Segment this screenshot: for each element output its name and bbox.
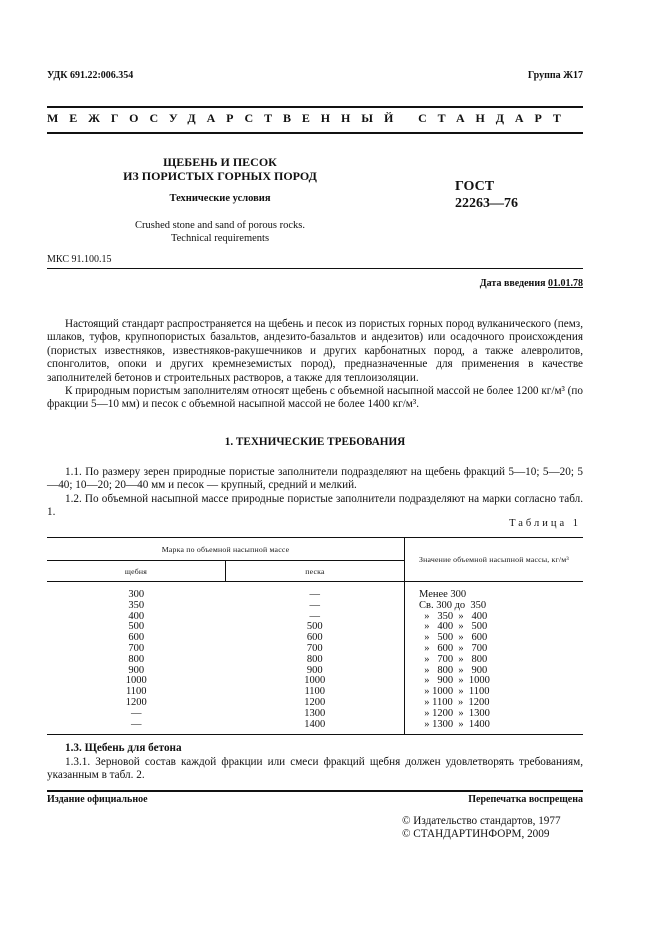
title-line-2: ИЗ ПОРИСТЫХ ГОРНЫХ ПОРОД: [123, 169, 317, 183]
cell-gravel-grade: 1200: [125, 696, 147, 708]
gost-number: 22263—76: [455, 196, 518, 211]
official-edition-note: Издание официальное: [47, 794, 148, 805]
cell-bulk-density-range: » 1200 » 1300: [405, 709, 584, 720]
cell-sand-grade: 1100: [304, 686, 326, 698]
cell-gravel-grade: 1100: [125, 686, 147, 698]
cell-bulk-density-range: » 500 » 600: [405, 633, 584, 644]
intro-date: [480, 278, 583, 289]
cell-sand-grade: 1000: [304, 675, 326, 687]
cell-gravel-grade: —: [47, 720, 226, 735]
english-title: [95, 219, 345, 245]
copyright-block: [402, 815, 561, 841]
intro-paragraph-2: К природным пористым заполнителям относят щебень с объемной насыпной массой не более 1200 кг/м³ (по фракции 5—10 мм) и песок с объемной насыпной массой не более 1400 кг/м³.: [47, 385, 583, 411]
table-row: [47, 582, 583, 601]
udk-code: УДК 691.22:006.354: [47, 70, 134, 81]
cell-sand-grade: —: [309, 610, 320, 622]
cell-bulk-density-range: » 900 » 1000: [405, 676, 584, 687]
table-body: [47, 582, 583, 735]
cell-gravel-grade: 1000: [125, 675, 147, 687]
subsection-heading: 1.3. Щебень для бетона: [65, 742, 182, 754]
mks-code: МКС 91.100.15: [47, 254, 112, 265]
header-sand: песка: [226, 561, 405, 582]
section-heading: 1. ТЕХНИЧЕСКИЕ ТРЕБОВАНИЯ: [224, 436, 406, 448]
table-row: [47, 720, 583, 735]
header-bulk-density-value: Значение объемной насыпной массы, кг/м³: [405, 538, 584, 582]
cell-sand-grade: 600: [306, 632, 323, 644]
group-code: Группа Ж17: [527, 70, 583, 81]
intro-paragraph-1: Настоящий стандарт распространяется на щебень и песок из пористых горных пород вулканического (пемз, шлаков, туфов, крупнопористых базальтов, андезито-базальтов и андезитов) или осадочного происхождения (пористых известняков, известняков-ракушечников и других карбонатных пород, а также алевролитов, спонголитов, опоки и других кремнеземистых пород), предназначенные для применения в качестве заполнителей бетонов и строительных растворов, а также для теплоизоляции.: [47, 318, 583, 384]
cell-bulk-density-range: Менее 300: [405, 582, 584, 601]
cell-gravel-grade: 350: [128, 599, 145, 611]
reprint-notice: Перепечатка воспрещена: [468, 794, 583, 805]
cell-bulk-density-range: » 600 » 700: [405, 644, 584, 655]
cell-gravel-grade: 700: [128, 642, 145, 654]
title-line-1: ЩЕБЕНЬ И ПЕСОК: [163, 155, 277, 169]
intro-date-value: 01.01.78: [548, 278, 583, 289]
cell-sand-grade: 1200: [304, 696, 326, 708]
document-title: [95, 155, 345, 183]
document-subtitle: Технические условия: [169, 193, 271, 204]
cell-gravel-grade: —: [131, 707, 142, 719]
intro-text: [47, 318, 583, 412]
cell-bulk-density-range: » 350 » 400: [405, 612, 584, 623]
cell-bulk-density-range: » 800 » 900: [405, 666, 584, 677]
cell-gravel-grade: 300: [128, 589, 145, 600]
banner-rule: [47, 132, 583, 134]
header-grade-group: Марка по объемной насыпной массе: [47, 538, 405, 561]
clause-1-3-1: 1.3.1. Зерновой состав каждой фракции или смеси фракций щебня должен удовлетворять требованиям, указанным в табл. 2.: [47, 756, 583, 782]
clause-1-1: 1.1. По размеру зерен природные пористые заполнители подразделяют на щебень фракций 5—10; 5—20; 5—40; 10—20; 20—40 мм и песок — крупный, средний и мелкий.: [47, 466, 583, 492]
cell-sand-grade: 1400: [226, 720, 405, 735]
gost-label: ГОСТ: [455, 179, 495, 194]
cell-gravel-grade: 600: [128, 632, 145, 644]
cell-sand-grade: 800: [306, 653, 323, 665]
table-row: [47, 709, 583, 720]
cell-bulk-density-range: » 1000 » 1100: [405, 687, 584, 698]
cell-gravel-grade: 500: [128, 621, 145, 633]
english-title-line-2: Technical requirements: [170, 233, 270, 244]
cell-sand-grade: 1300: [304, 707, 326, 719]
section-1-text: [47, 466, 583, 520]
mks-rule: [47, 268, 583, 269]
header-gravel: щебня: [47, 561, 226, 582]
cell-gravel-grade: 400: [128, 610, 145, 622]
cell-bulk-density-range: » 1100 » 1200: [405, 698, 584, 709]
cell-sand-grade: 900: [306, 664, 323, 676]
english-title-line-1: Crushed stone and sand of porous rocks.: [134, 220, 305, 231]
table-row: [47, 601, 583, 612]
table-caption: Таблица 1: [509, 518, 581, 529]
cell-bulk-density-range: Св. 300 до 350: [405, 601, 584, 612]
cell-sand-grade: —: [309, 589, 320, 600]
cell-bulk-density-range: » 700 » 800: [405, 655, 584, 666]
cell-gravel-grade: 800: [128, 653, 145, 665]
cell-gravel-grade: 900: [128, 664, 145, 676]
cell-sand-grade: 500: [306, 621, 323, 633]
table-row: [47, 655, 583, 666]
footer-rule: [47, 790, 583, 792]
copyright-line-2: © СТАНДАРТИНФОРМ, 2009: [402, 828, 550, 840]
standard-banner: МЕЖГОСУДАРСТВЕННЫЙ СТАНДАРТ: [47, 111, 572, 125]
subsection-text: [47, 756, 583, 783]
table-bulk-density-grades: [47, 537, 583, 735]
copyright-line-1: © Издательство стандартов, 1977: [402, 815, 561, 827]
cell-bulk-density-range: » 400 » 500: [405, 622, 584, 633]
gost-designation: [455, 178, 518, 212]
intro-date-label: Дата введения: [479, 278, 546, 289]
top-rule: [47, 106, 583, 108]
cell-sand-grade: 700: [306, 642, 323, 654]
clause-1-2: 1.2. По объемной насыпной массе природные пористые заполнители подразделяют на марки согласно табл. 1.: [47, 492, 583, 519]
cell-sand-grade: —: [309, 599, 320, 611]
cell-bulk-density-range: » 1300 » 1400: [405, 720, 584, 735]
